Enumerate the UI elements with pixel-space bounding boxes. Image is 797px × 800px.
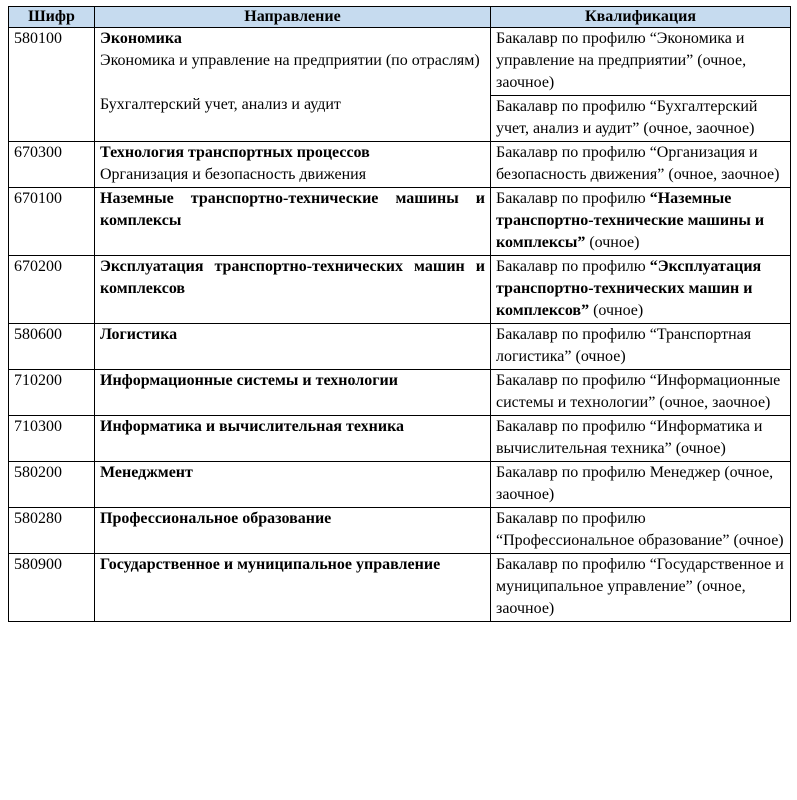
direction-title: Профессиональное образование [100, 510, 332, 527]
direction-title: Наземные транспортно-технические машины и комплексы [100, 190, 485, 229]
program-code: 710300 [9, 416, 95, 462]
table-row [9, 142, 791, 188]
direction-title: Информационные системы и технологии [100, 372, 398, 389]
direction-cell [95, 554, 491, 622]
table-row [9, 324, 791, 370]
qualification-cell: Бакалавр по профилю “Информатика и вычислительная техника” (очное) [491, 416, 791, 462]
table-row [9, 416, 791, 462]
qualification-cell: Бакалавр по профилю “Государственное и муниципальное управление” (очное, заочное) [491, 554, 791, 622]
qualification-profile-bold: “Наземные транспортно-технические машины и комплексы” [496, 190, 765, 251]
program-code: 580280 [9, 508, 95, 554]
direction-cell [95, 416, 491, 462]
direction-cell [95, 28, 491, 142]
table-row [9, 462, 791, 508]
direction-cell [95, 508, 491, 554]
direction-title: Логистика [100, 326, 178, 343]
table-row [9, 256, 791, 324]
qualification-prefix: Бакалавр по профилю [496, 190, 650, 207]
qualification-cell: Бакалавр по профилю “Экономика и управление на предприятии” (очное, заочное) [491, 28, 791, 96]
table-row [9, 554, 791, 622]
program-code: 580900 [9, 554, 95, 622]
direction-cell [95, 324, 491, 370]
program-code: 670200 [9, 256, 95, 324]
program-code: 670300 [9, 142, 95, 188]
program-code: 580600 [9, 324, 95, 370]
program-code: 710200 [9, 370, 95, 416]
program-code: 670100 [9, 188, 95, 256]
direction-title: Информатика и вычислительная техника [100, 418, 405, 435]
header-qualification: Квалификация [491, 7, 791, 28]
qualification-cell: Бакалавр по профилю “Организация и безопасность движения” (очное, заочное) [491, 142, 791, 188]
qualification-cell: Бакалавр по профилю “Транспортная логистика” (очное) [491, 324, 791, 370]
qualification-cell [491, 188, 791, 256]
direction-title: Эксплуатация транспортно-технических машин и комплексов [100, 258, 485, 297]
table-row [9, 370, 791, 416]
header-code: Шифр [9, 7, 95, 28]
program-code: 580100 [9, 28, 95, 142]
programs-table [8, 6, 791, 622]
direction-cell [95, 462, 491, 508]
direction-cell [95, 188, 491, 256]
header-row [9, 7, 791, 28]
qualification-cell [491, 256, 791, 324]
qualification-cell: Бакалавр по профилю “Профессиональное образование” (очное) [491, 508, 791, 554]
table-row [9, 188, 791, 256]
direction-title: Менеджмент [100, 464, 193, 481]
qualification-suffix: (очное) [585, 234, 640, 251]
direction-cell [95, 256, 491, 324]
direction-title: Экономика [100, 30, 182, 47]
table-row [9, 508, 791, 554]
direction-subprofile: Организация и безопасность движения [100, 166, 367, 183]
direction-cell [95, 142, 491, 188]
qualification-suffix: (очное) [589, 302, 644, 319]
qualification-profile-bold: “Эксплуатация транспортно-технических машин и комплексов” [496, 258, 762, 319]
qualification-prefix: Бакалавр по профилю [496, 258, 650, 275]
direction-subprofile: Бухгалтерский учет, анализ и аудит [100, 96, 341, 113]
direction-title: Государственное и муниципальное управление [100, 556, 441, 573]
direction-title: Технология транспортных процессов [100, 144, 370, 161]
table-row [9, 28, 791, 96]
direction-cell [95, 370, 491, 416]
qualification-cell: Бакалавр по профилю “Информационные системы и технологии” (очное, заочное) [491, 370, 791, 416]
qualification-cell: Бакалавр по профилю “Бухгалтерский учет, анализ и аудит” (очное, заочное) [491, 96, 791, 142]
program-code: 580200 [9, 462, 95, 508]
qualification-cell: Бакалавр по профилю Менеджер (очное, заочное) [491, 462, 791, 508]
direction-subprofile: Экономика и управление на предприятии (по отраслям) [100, 52, 480, 69]
header-direction: Направление [95, 7, 491, 28]
